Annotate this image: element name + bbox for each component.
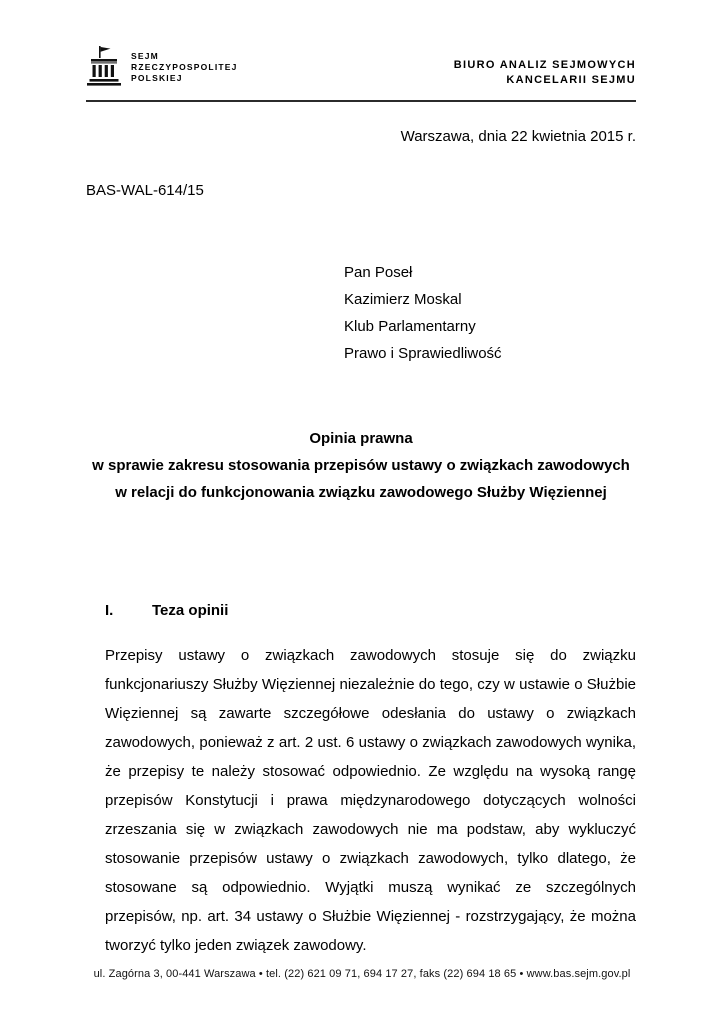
sejm-logo-text [131, 46, 238, 84]
letterhead [86, 46, 636, 100]
document-title-line-1: Opinia prawna [309, 430, 413, 447]
sejm-logo-line: RZECZYPOSPOLITEJ [131, 62, 238, 72]
section-heading [105, 602, 636, 619]
addressee-line: Prawo i Sprawiedliwość [344, 345, 502, 362]
office-name [454, 46, 636, 88]
sejm-logo-line: POLSKIEJ [131, 73, 183, 83]
section-number: I. [105, 602, 114, 619]
sejm-logo [86, 46, 238, 86]
sejm-building-icon [86, 46, 122, 86]
document-title [86, 425, 636, 506]
office-name-line-2: KANCELARII SEJMU [506, 74, 636, 86]
office-name-line-1: BIURO ANALIZ SEJMOWYCH [453, 59, 636, 71]
date-line: Warszawa, dnia 22 kwietnia 2015 r. [400, 128, 636, 145]
addressee-line: Klub Parlamentarny [344, 318, 476, 335]
addressee-block [344, 259, 636, 367]
section-title: Teza opinii [152, 602, 229, 619]
header-rule [86, 100, 636, 102]
reference-number: BAS-WAL-614/15 [86, 182, 204, 199]
document-title-line-2: w sprawie zakresu stosowania przepisów ustawy o związkach zawodowych w relacji do funkcjonowania związku zawodowego Służby Więziennej [92, 457, 630, 501]
footer-text: ul. Zagórna 3, 00-441 Warszawa • tel. (22) 621 09 71, 694 17 27, faks (22) 694 18 65 • www.bas.sejm.gov.pl [93, 968, 631, 980]
addressee-line: Pan Poseł [344, 264, 413, 281]
sejm-logo-line: SEJM [131, 51, 159, 61]
page-footer [0, 968, 724, 980]
addressee-line: Kazimierz Moskal [344, 291, 462, 308]
body-paragraph: Przepisy ustawy o związkach zawodowych stosuje się do związku funkcjonariuszy Służby Więziennej niezależnie do tego, czy w ustawie o Służbie Więziennej są zawarte szczegółowe odesłania do ustawy o związkach zawodowych, ponieważ z art. 2 ust. 6 ustawy o związkach zawodowych wynika, że przepisy te należy stosować odpowiednio. Ze względu na wysoką rangę przepisów Konstytucji i prawa międzynarodowego dotyczących wolności zrzeszania się w związkach zawodowych nie ma podstaw, aby wykluczyć stosowanie przepisów ustawy o związkach zawodowych, tylko dlatego, że stosowane są odpowiednio. Wyjątki muszą wynikać ze szczególnych przepisów, np. art. 34 ustawy o Służbie Więziennej - rozstrzygający, że można tworzyć tylko jeden związek zawodowy. [105, 647, 636, 954]
